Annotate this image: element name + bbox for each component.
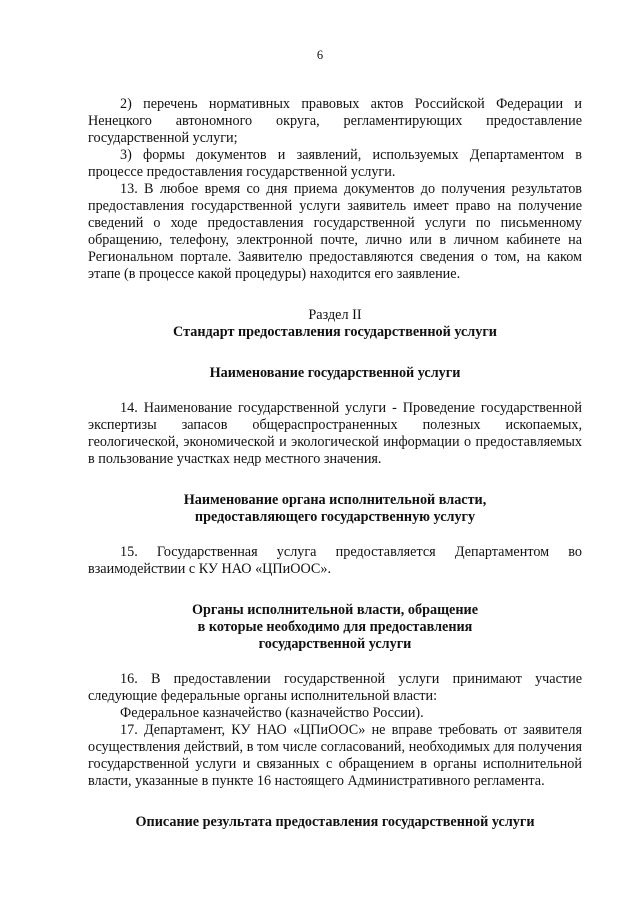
heading-service-name: Наименование государственной услуги — [209, 365, 461, 381]
paragraph-item-2: 2) перечень нормативных правовых актов Российской Федерации и Ненецкого автономного округа, регламентирующих предоставление государственной услуги; — [88, 96, 582, 146]
section-label: Раздел II — [308, 307, 362, 323]
paragraph-16: 16. В предоставлении государственной услуги принимают участие следующие федеральные органы исполнительной власти: — [88, 671, 582, 704]
paragraph-item-3: 3) формы документов и заявлений, используемых Департаментом в процессе предоставления государственной услуги. — [88, 147, 582, 180]
heading-organ-line-1: Наименование органа исполнительной власти, — [183, 492, 487, 508]
heading-bodies-line-1: Органы исполнительной власти, обращение — [192, 602, 478, 618]
document-body — [88, 96, 582, 831]
page-number: 6 — [316, 48, 324, 62]
heading-organ-line-2: предоставляющего государственную услугу — [194, 509, 476, 525]
paragraph-17: 17. Департамент, КУ НАО «ЦПиООС» не вправе требовать от заявителя осуществления действий, в том числе согласований, необходимых для получения государственной услуги и связанных с обращением в органы исполнительной власти, указанные в пункте 16 настоящего Административного регламента. — [88, 722, 582, 789]
heading-bodies-line-3: государственной услуги — [258, 636, 412, 652]
paragraph-13: 13. В любое время со дня приема документов до получения результатов предоставления государственной услуги заявитель имеет право на получение сведений о ходе предоставления государственной услуги по письменному обращению, телефону, электронной почте, лично или в личном кабинете на Региональном портале. Заявителю предоставляются сведения о том, на каком этапе (в процессе какой процедуры) находится его заявление. — [88, 181, 582, 282]
paragraph-14: 14. Наименование государственной услуги - Проведение государственной экспертизы запасов общераспространенных полезных ископаемых, геологической, экономической и экологической информации о предоставляемых в пользование участках недр местного значения. — [88, 400, 582, 467]
paragraph-15: 15. Государственная услуга предоставляется Департаментом во взаимодействии с КУ НАО «ЦПиООС». — [88, 544, 582, 577]
section-title: Стандарт предоставления государственной услуги — [173, 324, 497, 340]
heading-result: Описание результата предоставления государственной услуги — [135, 814, 535, 830]
paragraph-16-item: Федеральное казначейство (казначейство России). — [120, 705, 424, 721]
heading-bodies-line-2: в которые необходимо для предоставления — [197, 619, 473, 635]
